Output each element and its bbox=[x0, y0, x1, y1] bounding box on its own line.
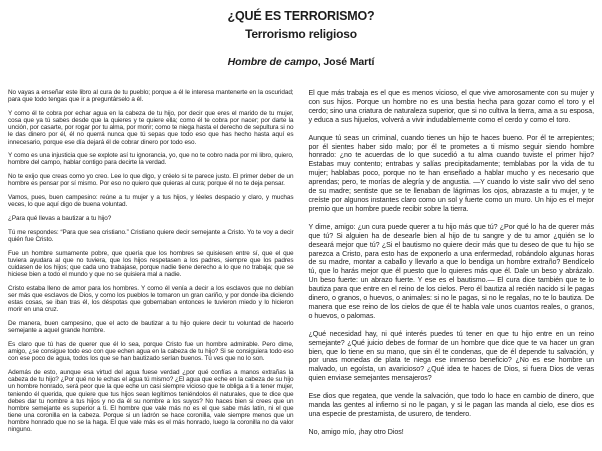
paragraph: No te exijo que creas como yo creo. Lee lo que digo, y créelo si te parece justo. El primer deber de un hombre es pensar por sí mismo. Por eso no quiero que quieras al cura; porque él no te deja pensar. bbox=[8, 173, 294, 188]
work-title: Hombre de campo bbox=[227, 56, 318, 68]
paragraph: Y dime, amigo: ¿un cura puede querer a tu hijo más que tú? ¿Por qué lo ha de querer más que tú? Si alguien ha de desearle bien al hijo de tu sangre y de tu amor ¿quién se lo deseará mejor que tú? ¿Si el bautismo no quiere decir más que tu deseo de que tu hijo se parezca a Cristo, para esto has de exponerlo a una enfermedad, robándolo algunas horas de su madre, montar a caballo y llevarlo a que lo bendiga un hombre extraño? Bendícelo tú, que lo harás mejor que él puesto que lo quieres más que él. Dale un beso y abrázalo. Un beso fuerte: un abrazo fuerte. Y ese es el bautismo.— El cura dice también que te lo bautiza para que entre en el reino de los cielos. Pero él bautiza al recién nacido si le pagas dinero, o granos, o huevos, o animales: si no le pagas, si no le regalas, no te lo bautiza. De manera que ese reino de los cielos de que él te habla vale unos cuantos reales, o granos, o huevos, o palomas. bbox=[308, 222, 594, 320]
paragraph: ¿Para qué llevas a bautizar a tu hijo? bbox=[8, 215, 112, 222]
left-column bbox=[8, 89, 294, 440]
text-columns bbox=[8, 89, 594, 446]
paragraph: Es claro que tú has de querer que él lo sea, porque Cristo fue un hombre admirable. Pero dime, amigo, ¿se consigue todo eso con que echen agua en la cabeza de tu hijo? Si se consiguiera todo eso con ese poco de agua, todos los que se han bautizado serían buenos. Tú ves que no lo son. bbox=[8, 341, 294, 363]
paragraph: Ese dios que regatea, que vende la salvación, que todo lo hace en cambio de dinero, que manda las gentes al infierno si no le pagan, y si le pagan las manda al cielo, ese dios es una especie de prestamista, de usurero, de tendero. bbox=[308, 392, 594, 418]
paragraph: El que más trabaja es el que es menos vicioso, el que vive amorosamente con su mujer y con sus hijos. Porque un hombre no es una bestia hecha para gozar como el toro y el cerdo; sino una criatura de naturaleza superior, que si no cultiva la tierra, ama a su esposa, y educa a sus hijuelos, volverá a vivir indudablemente como el cerdo y como el toro. bbox=[308, 89, 594, 124]
paragraph: Aunque tú seas un criminal, cuando tienes un hijo te haces bueno. Por él te arrepientes; por él sientes haber sido malo; por él te prometes a ti mismo seguir siendo hombre honrado: ¿no te acuerdas de lo que sucedió a tu alma cuando tuviste el primer hijo? Estabas muy contento; entrabas y salías precipitadamente; temblabas por la vida de tu mujer; hablabas poco, porque no te han enseñado a hablar mucho y es necesario que aprendas; pero, te morías de alegría y de angustia. —Y cuando lo viste salir vivo del seno de su madre; sentiste que se te llenaban de lágrimas los ojos, abrazaste a tu mujer, y te creíste por algunos instantes claro como un sol y fuerte como un muro. Un hijo es el mejor premio que un hombre puede recibir sobre la tierra. bbox=[308, 133, 594, 213]
paragraph: Vamos, pues, buen campesino: reúne a tu mujer y a tus hijos, y léeles despacio y claro, y muchas veces, lo que aquí digo de buena voluntad. bbox=[8, 194, 294, 209]
paragraph: No, amigo mío, ¡hay otro Dios! bbox=[308, 427, 404, 436]
paragraph: Fue un hombre sumamente pobre, que quería que los hombres se quisiesen entre sí, que el que tuviera ayudara al que no tuviera, que los hijos respetasen a los padres, siempre que los padres cuidasen de los hijos; que cada uno trabajase, porque nadie tiene derecho a lo que no trabaja; que se hiciese bien a todo el mundo y que no se quisiera mal a nadie. bbox=[8, 249, 294, 279]
paragraph: ¿Qué necesidad hay, ni qué interés puedes tú tener en que tu hijo entre en un reino semejante? ¿Qué juicio debes de formar de un hombre que dice que te va hacer un gran bien, que lo tiene en su mano, que sin él te condenas, que de él depende tu salvación, y por unas monedas de plata te niega ese inmenso beneficio? ¿No es ese hombre un malvado, un egoísta, un avaricioso? ¿Qué idea te haces de Dios, si fuera Dios de veras quien enviase semejantes mensajeros? bbox=[308, 329, 594, 383]
paragraph: De manera, buen campesino, que el acto de bautizar a tu hijo quiere decir tu voluntad de hacerlo semejante a aquel grande hombre. bbox=[8, 320, 294, 335]
paragraph: Y como es una injusticia que se explote así tu ignorancia, yo, que no te cobro nada por mi libro, quiero, hombre del campo, hablar contigo para decirte la verdad. bbox=[8, 152, 294, 167]
paragraph: Tú me respondes: “Para que sea cristiano.” Cristiano quiere decir semejante a Cristo. Yo te voy a decir quién fue Cristo. bbox=[8, 228, 294, 243]
right-column bbox=[309, 89, 595, 446]
paragraph: Cristo estaba lleno de amor para los hombres. Y como él venía a decir a los esclavos que no debían ser más que esclavos de Dios, y como los pueblos le tomaron un gran cariño, y por donde iba diciendo estas cosas, se iban tras él, los déspotas que gobernaban entonces le tuvieron miedo y lo hicieron morir en una cruz. bbox=[8, 284, 294, 314]
author-name: , José Martí bbox=[317, 56, 375, 68]
paragraph: Además de esto, aunque esa virtud del agua fuese verdad ¿por qué confías a manos extrañas la cabeza de tu hijo? ¿Por qué no le echas el agua tú mismo? ¿El agua que eche en la cabeza de su hijo un hombre honrado, será peor que la que eche un casi siempre vicioso que te obliga a ti a tener mujer, teniendo él querida, que quiere que tus hijos sean legítimos teniéndolos él naturales, que te dice que debes dar tu nombre a tus hijos y no da él su nombre a los suyos? No haces bien si crees que un hombre semejante es superior a ti. El hombre que vale más no es el que sabe más latín, ni el que tiene una coronilla en la cabeza. Porque si un ladrón se hace coronilla, vale siempre menos que un hombre honrado que no se la haga. El que vale más es el más honrado, luego la coronilla no da valor ninguno. bbox=[8, 369, 294, 434]
paragraph: Y como él te cobra por echar agua en la cabeza de tu hijo, por decir que eres el marido de tu mujer, cosa que ya tú sabes desde que la quieres y te quiere ella; como él te cobra por nacer; por darte la unción, por casarte, por rogar por tu alma, por morir; como te niega hasta el derecho de sepultura si no le das dinero por él, él no querrá nunca que tú sepas que todo eso que has hecho hasta aquí es innecesario, porque ese día dejará él de cobrar dinero por todo eso. bbox=[8, 109, 294, 146]
page-subtitle: Terrorismo religioso bbox=[245, 27, 357, 41]
paragraph: No vayas a enseñar este libro al cura de tu pueblo; porque a él le interesa mantenerte en la oscuridad; para que todo tengas que ir a preguntárselo a él. bbox=[8, 89, 294, 104]
page-title: ¿QUÉ ES TERRORISMO? bbox=[227, 9, 375, 23]
byline bbox=[8, 56, 594, 68]
document-header bbox=[8, 9, 594, 68]
